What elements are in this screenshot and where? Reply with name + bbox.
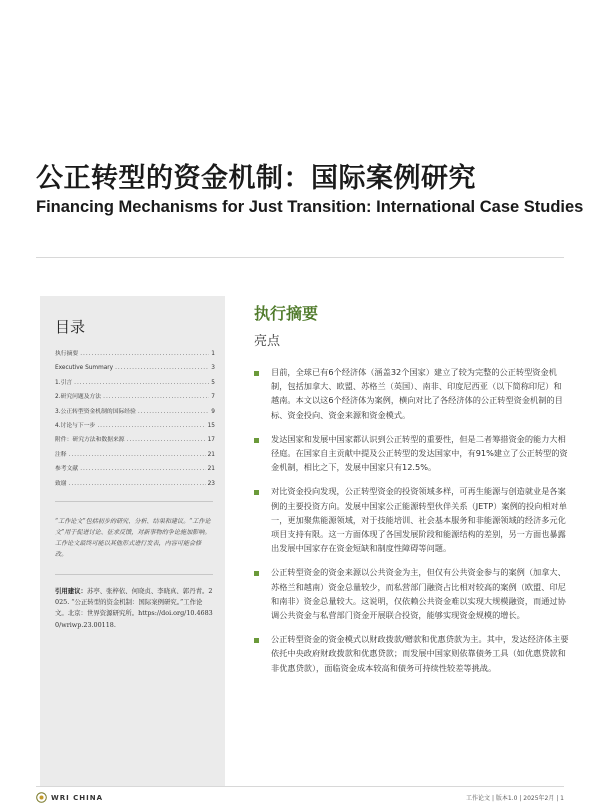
bottom-divider xyxy=(36,786,564,787)
bullet-text: 发达国家和发展中国家都认识到公正转型的重要性，但是二者筹措资金的能力大相径庭。在国家自主贡献中提及公正转型的发达国家中，有91%建立了公正转型的资金机制，相比之下，发展中国家只有12.5%。 xyxy=(271,433,568,473)
leader-dots xyxy=(127,433,206,447)
bullet-text: 公正转型资金的资金来源以公共资金为主，但仅有公共资金参与的案例（加拿大、苏格兰和越南）资金总量较少，而私营部门融资占比相对较高的案例（欧盟、印尼和南非）资金总量较大。这说明，仅依赖公共资金难以实现大规模融资，而通过协调公共资金与私营部门资金开展联合投资，能够实现资金规模的增长。 xyxy=(271,567,566,621)
list-item xyxy=(254,565,569,622)
footer-logo[interactable] xyxy=(36,792,103,803)
toc-item-label: 参考文献 xyxy=(55,466,79,473)
table-of-contents xyxy=(55,347,215,491)
toc-heading: 目录 xyxy=(55,318,86,336)
list-item xyxy=(254,365,569,422)
leader-dots xyxy=(74,376,209,390)
toc-item-label: 2.研究问题及方法 xyxy=(55,394,102,401)
bullet-square-icon xyxy=(254,571,259,576)
toc-item[interactable] xyxy=(55,376,215,390)
toc-item-page: 5 xyxy=(211,379,215,386)
highlights-list xyxy=(254,365,569,685)
toc-item-label: 注释 xyxy=(55,451,67,458)
toc-item-page: 1 xyxy=(211,351,215,357)
sidebar xyxy=(40,296,225,786)
toc-item[interactable] xyxy=(55,462,215,476)
title-en: Financing Mechanisms for Just Transition: International Case Studies xyxy=(36,198,584,216)
toc-item-page: 15 xyxy=(207,422,215,429)
footer-page-info: 工作论文 | 版本1.0 | 2025年2月 | 1 xyxy=(466,795,564,802)
bullet-square-icon xyxy=(254,438,259,443)
toc-item-label: 1.引言 xyxy=(55,379,73,386)
toc-item[interactable] xyxy=(55,361,215,375)
logo-text: WRI CHINA xyxy=(51,793,104,802)
list-item xyxy=(254,484,569,555)
toc-item[interactable] xyxy=(55,477,215,491)
list-item xyxy=(254,632,569,675)
toc-item-label: 3.公正转型资金机制的国际经验 xyxy=(55,408,136,415)
bullet-square-icon xyxy=(254,638,259,643)
toc-item-label: 附件：研究方法和数据来源 xyxy=(55,437,125,444)
bullet-square-icon xyxy=(254,490,259,495)
citation-label: 引用建议： xyxy=(55,587,87,595)
toc-item-page: 21 xyxy=(207,451,215,458)
toc-item[interactable] xyxy=(55,405,215,419)
toc-item-label: 致谢 xyxy=(55,480,67,487)
bullet-text: 对比资金投向发现，公正转型资金的投资领域多样，可再生能源与创造就业是各案例的主要投资方向。发展中国家公正能源转型伙伴关系（JETP）案例的投向相对单一，更加聚焦能源领域，对于技能培训、社会基本服务和非能源领域的经济多元化项目支持有限。这一方面体现了各国发展阶段和能源结构的差别，另一方面也暴露出发展中国家存在资金短缺和制度性障碍等问题。 xyxy=(271,486,567,554)
toc-item[interactable] xyxy=(55,347,215,361)
toc-item[interactable] xyxy=(55,448,215,462)
toc-item-page: 3 xyxy=(211,365,215,372)
leader-dots xyxy=(103,390,209,404)
citation xyxy=(55,586,213,631)
top-divider xyxy=(36,257,564,258)
citation-text: 苏亭、张梓依、何晓贞、李晓真、郭丹青。2025. “公正转型的资金机制：国际案例研究。”工作论文。北京：世界资源研究所。https://doi.org/10.46830/wriwp.23.00118. xyxy=(55,587,213,629)
list-item xyxy=(254,432,569,475)
leader-dots xyxy=(97,419,205,433)
executive-summary-heading: 执行摘要 xyxy=(254,304,319,323)
wri-globe-icon xyxy=(36,792,47,803)
leader-dots xyxy=(80,462,205,476)
bullet-text: 目前，全球已有6个经济体（涵盖32个国家）建立了较为完整的公正转型资金机制，包括加拿大、欧盟、苏格兰（英国）、南非、印度尼西亚（以下简称印尼）和越南。本文以这6个经济体为案例，横向对比了各经济体的公正转型资金机制的目标、资金投向、资金来源和资金模式。 xyxy=(271,367,563,420)
toc-item[interactable] xyxy=(55,390,215,404)
toc-item-page: 17 xyxy=(207,437,215,444)
toc-item[interactable] xyxy=(55,419,215,433)
toc-item-label: Executive Summary xyxy=(55,365,114,372)
leader-dots xyxy=(69,477,206,491)
leader-dots xyxy=(80,347,209,361)
toc-item-label: 执行摘要 xyxy=(55,351,79,357)
leader-dots xyxy=(115,361,209,375)
title-zh: 公正转型的资金机制：国际案例研究 xyxy=(36,163,476,194)
toc-item-page: 9 xyxy=(211,408,215,415)
toc-item-label: 4.讨论与下一步 xyxy=(55,422,96,429)
working-paper-note: “工作论文”包括初步的研究、分析、结果和建议。“工作论文”用于促进讨论、征求反馈，对新事物的争论施加影响。工作论文最终可能以其他形式进行发表，内容可能会修改。 xyxy=(55,518,211,558)
sidebar-divider xyxy=(55,574,213,575)
highlights-heading: 亮点 xyxy=(254,334,281,349)
leader-dots xyxy=(138,405,209,419)
toc-item[interactable] xyxy=(55,433,215,447)
leader-dots xyxy=(69,448,206,462)
toc-item-page: 7 xyxy=(211,394,215,401)
sidebar-divider xyxy=(55,501,213,502)
toc-item-page: 21 xyxy=(207,466,215,473)
bullet-text: 公正转型资金的资金模式以财政拨款/赠款和优惠贷款为主。其中，发达经济体主要依托中央政府财政拨款和优惠贷款；而发展中国家则依靠债务工具（如优惠贷款和非优惠贷款），面临资金成本较高和债务可持续性较差等挑战。 xyxy=(271,634,569,673)
bullet-square-icon xyxy=(254,371,259,376)
toc-item-page: 23 xyxy=(207,480,215,487)
